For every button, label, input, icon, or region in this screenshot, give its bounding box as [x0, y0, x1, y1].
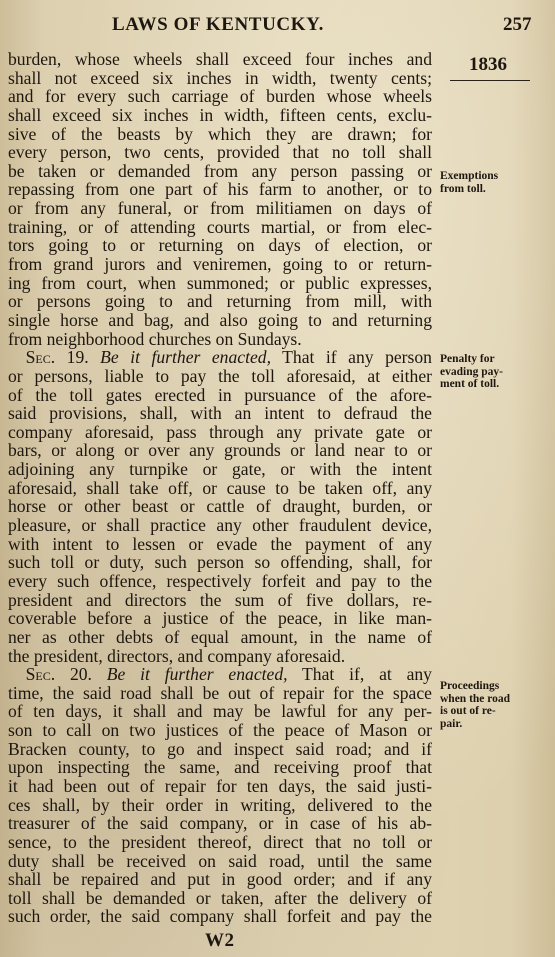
text-line: or persons, liable to pay the toll aforesaid, at either — [8, 365, 432, 386]
text-line: bars, or along or over any grounds or land near to or — [8, 440, 432, 461]
text-line: Bracken county, to go and inspect said road; and if — [8, 738, 432, 759]
section-first-text: That if any person — [282, 347, 432, 368]
text-line: upon inspecting the same, and receiving proof that — [8, 757, 432, 778]
enacting-clause: Be it further enacted, — [106, 664, 288, 685]
text-line: and for every such carriage of burden whose wheels — [8, 86, 432, 107]
margin-note-line: from toll. — [440, 182, 486, 195]
body-text — [8, 50, 432, 926]
margin-note-exemptions — [440, 170, 536, 195]
text-line: shall exceed six inches in width, fifteen cents, exclu- — [8, 104, 432, 125]
margin-note-line: Exemptions — [440, 170, 499, 182]
section-number: 20. — [69, 664, 92, 685]
section-number: 19. — [66, 347, 89, 368]
text-line: sive of the beasts by which they are drawn; for — [8, 123, 432, 144]
section-first-line — [8, 665, 432, 684]
text-line: training, or of attending courts martial, or from elec- — [8, 216, 432, 237]
section-19 — [8, 348, 432, 665]
text-line: time, the said road shall be out of repair for the space — [8, 682, 432, 703]
text-line: coverable before a justice of the peace, in like man- — [8, 608, 432, 629]
margin-note-line: ment of toll. — [440, 378, 500, 390]
margin-rule — [450, 80, 530, 81]
continued-paragraph — [8, 50, 432, 348]
text-line: president and directors the sum of five dollars, re- — [8, 589, 432, 610]
text-line: ces shall, by their order in writing, delivered to the — [8, 794, 432, 815]
printer-signature: W2 — [205, 930, 235, 951]
margin-note-proceedings — [440, 680, 536, 730]
text-line: sence, to the president thereof, direct that no toll or — [8, 831, 432, 852]
margin-year: 1836 — [469, 54, 507, 75]
text-line: every such offence, respectively forfeit and pay to the — [8, 570, 432, 591]
text-line: duty shall be received on said road, until the same — [8, 850, 432, 871]
section-label: Sec. — [25, 664, 56, 685]
text-line: shall not exceed six inches in width, twenty cents; — [8, 67, 432, 88]
page-header — [0, 8, 555, 38]
page-number: 257 — [503, 14, 532, 35]
margin-note-line: when the road — [440, 692, 511, 705]
text-line: aforesaid, shall take off, or cause to be taken off, any — [8, 477, 432, 498]
text-line: ner as other debts of equal amount, in the name of — [8, 626, 432, 647]
text-line: with intent to lessen or evade the payment of any — [8, 533, 432, 554]
text-line: such order, the said company shall forfeit and pay the — [8, 906, 432, 927]
margin-note-line: pair. — [440, 717, 463, 730]
text-line: tors going to or returning on days of election, or — [8, 235, 432, 256]
text-line: shall be repaired and put in good order; and if any — [8, 869, 432, 890]
text-line: toll shall be demanded or taken, after the delivery of — [8, 887, 432, 908]
text-line: treasurer of the said company, or in case of his ab- — [8, 813, 432, 834]
text-line: said provisions, shall, with an intent to defraud the — [8, 403, 432, 424]
margin-note-line: Penalty for — [440, 353, 495, 365]
section-first-text: That if, at any — [302, 664, 432, 685]
margin-note-line: is out of re- — [440, 705, 496, 717]
text-line: ing from court, when summoned; or public expresses, — [8, 272, 432, 293]
text-line: or from any funeral, or from militiamen on days of — [8, 198, 432, 219]
text-line: burden, whose wheels shall exceed four inches and — [8, 49, 432, 69]
text-line: such toll or duty, such person so offending, shall, for — [8, 552, 432, 573]
text-line: from grand jurors and veniremen, going to or return- — [8, 254, 432, 275]
text-line: of ten days, it shall and may be lawful for any per- — [8, 701, 432, 722]
margin-note-line: Proceedings — [440, 680, 500, 692]
text-line: every person, two cents, provided that no toll shall — [8, 142, 432, 163]
text-line: be taken or demanded from any person passing or — [8, 160, 432, 181]
text-line: of the toll gates erected in pursuance of the afore- — [8, 384, 432, 405]
text-line: adjoining any turnpike or gate, or with the intent — [8, 459, 432, 480]
section-20 — [8, 665, 432, 926]
text-line: from neighborhood churches on Sundays. — [8, 328, 302, 349]
text-line: or persons going to and returning from mill, with — [8, 291, 432, 312]
text-line: pleasure, or shall practice any other fraudulent device, — [8, 515, 432, 536]
text-line: the president, directors, and company aforesaid. — [8, 645, 346, 666]
running-head: LAWS OF KENTUCKY. — [112, 14, 325, 35]
text-line: repassing from one part of his farm to another, or to — [8, 179, 432, 200]
text-line: company aforesaid, pass through any private gate or — [8, 421, 432, 442]
margin-note-penalty — [440, 353, 536, 391]
section-label: Sec. — [25, 347, 56, 368]
text-line: horse or other beast or cattle of draught, burden, or — [8, 496, 432, 517]
margin-note-line: evading pay- — [440, 365, 503, 378]
section-first-line — [8, 348, 432, 367]
text-line: son to call on two justices of the peace of Mason or — [8, 720, 432, 741]
text-line: it had been out of repair for ten days, the said justi- — [8, 775, 432, 796]
enacting-clause: Be it further enacted, — [100, 347, 271, 368]
text-line: single horse and bag, and also going to and returning — [8, 309, 432, 330]
